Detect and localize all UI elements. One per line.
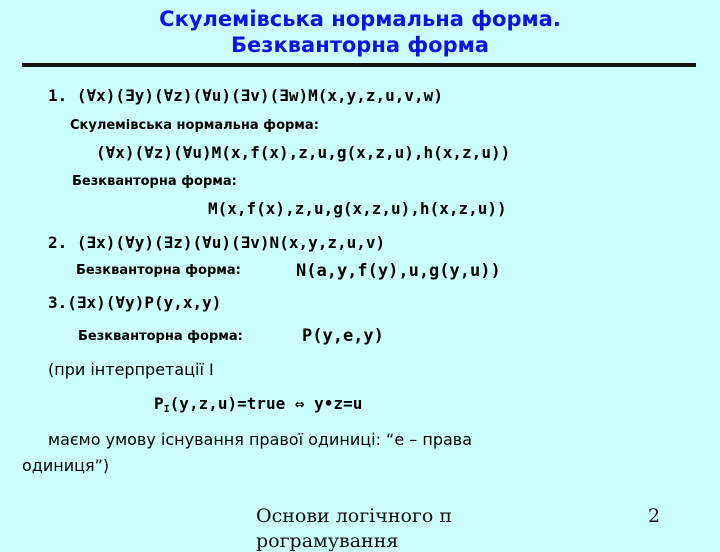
interpretation-rest: (y,z,u)=true ⇔ y•z=u (169, 394, 363, 413)
interpretation-formula (154, 394, 362, 415)
quantifier-free-label-3: Безкванторна форма: (78, 329, 243, 344)
interpretation-text: (при інтерпретації I (48, 360, 214, 379)
slide-title (0, 6, 720, 58)
footer-course-title: Основи логічного п (256, 505, 453, 527)
quantifier-free-label-1: Безкванторна форма: (72, 174, 237, 189)
quantifier-free-formula-2: N(a,y,f(y),u,g(y,u)) (296, 261, 501, 281)
quantifier-free-formula-3: P(y,e,y) (302, 326, 384, 346)
formula-2: 2. (∃x)(∀y)(∃z)(∀u)(∃v)N(x,y,z,u,v) (48, 233, 386, 252)
conclusion-line-2: одиниця”) (22, 456, 110, 475)
formula-1: 1. (∀x)(∃y)(∀z)(∀u)(∃v)(∃w)M(x,y,z,u,v,w) (48, 86, 443, 105)
footer-course-title-continued: рограмування (256, 530, 399, 552)
quantifier-free-formula-1: M(x,f(x),z,u,g(x,z,u),h(x,z,u)) (208, 199, 507, 218)
title-line-2: Безкванторна форма (231, 33, 489, 57)
predicate-p: P (154, 394, 164, 413)
skolem-label: Скулемівська нормальна форма: (70, 118, 319, 133)
title-line-1: Скулемівська нормальна форма. (159, 7, 561, 31)
quantifier-free-label-2: Безкванторна форма: (76, 263, 241, 278)
skolem-formula: (∀x)(∀z)(∀u)M(x,f(x),z,u,g(x,z,u),h(x,z,u)) (96, 143, 511, 162)
predicate-subscript: I (163, 404, 170, 415)
formula-3: 3.(∃x)(∀y)P(y,x,y) (48, 293, 222, 312)
title-divider (22, 63, 696, 67)
footer-page-number: 2 (648, 505, 661, 527)
conclusion-line-1: маємо умову існування правої одиниці: “e – права (48, 430, 473, 449)
